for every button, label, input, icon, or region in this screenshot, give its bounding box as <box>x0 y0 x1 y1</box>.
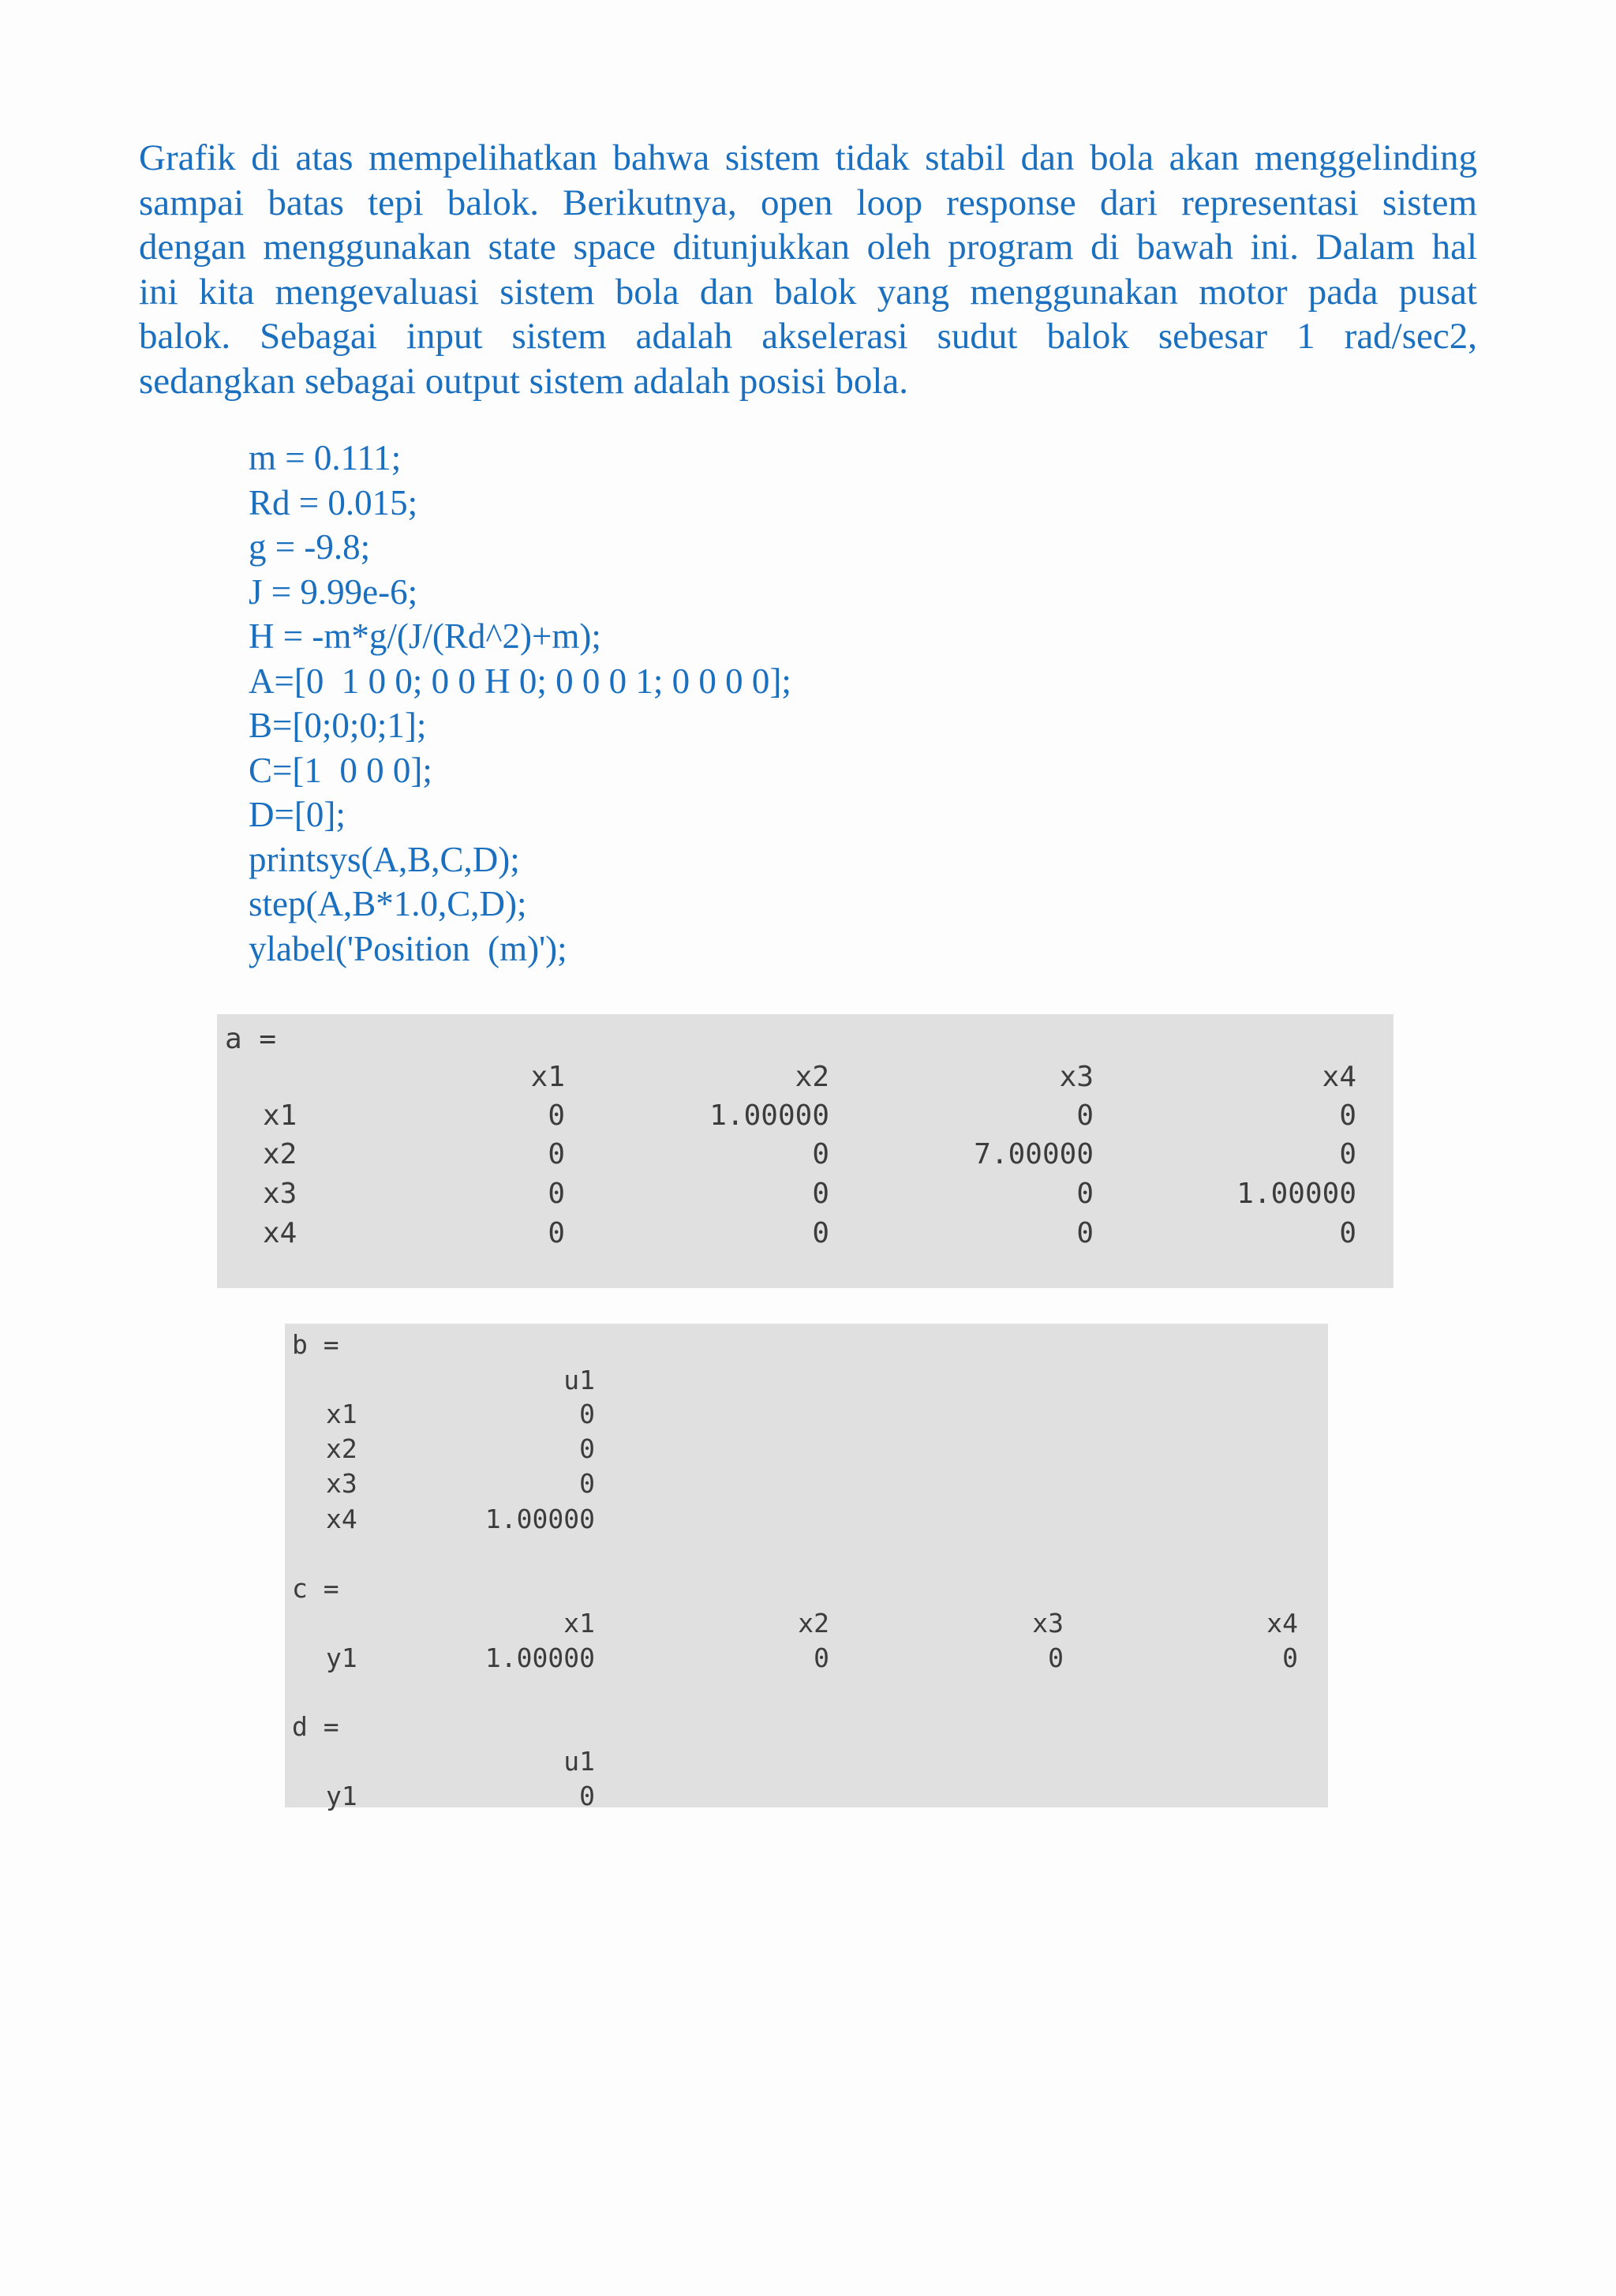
matrix-a-row-label: x3 <box>263 1178 297 1210</box>
matrix-a-cell: 0 <box>812 1178 829 1210</box>
matrix-a-row-label: x1 <box>263 1099 297 1132</box>
matrix-a-cell: 0 <box>1339 1138 1356 1170</box>
matrix-a-cell: 0 <box>1339 1099 1356 1132</box>
paragraph-line: Grafik di atas mempelihatkan bahwa sistem tidak stabil dan bola akan menggelinding <box>139 137 1477 178</box>
matrix-d-label: d = <box>292 1711 339 1742</box>
code-line: m = 0.111; <box>249 438 402 478</box>
matrix-b-label: b = <box>292 1329 339 1360</box>
paragraph-line: balok. Sebagai input sistem adalah akselerasi sudut balok sebesar 1 rad/sec2, <box>139 316 1477 357</box>
matrix-a-cell: 0 <box>548 1178 565 1210</box>
matrix-c-cell: 1.00000 <box>484 1642 595 1673</box>
matrix-c-col-header: x1 <box>563 1608 595 1639</box>
matrix-c-cell: 0 <box>1282 1642 1298 1673</box>
body-paragraph <box>139 136 1477 403</box>
code-line: step(A,B*1.0,C,D); <box>249 884 527 923</box>
matrix-c-cell: 0 <box>1048 1642 1064 1673</box>
matrix-a-cell: 0 <box>1076 1217 1094 1249</box>
matrix-a-output <box>217 1014 1393 1288</box>
matrix-b-cell: 0 <box>579 1468 595 1499</box>
matrix-a-cell: 0 <box>812 1138 829 1170</box>
matrix-a-col-header: x4 <box>1322 1061 1356 1093</box>
code-line: D=[0]; <box>249 795 346 834</box>
matrix-d-col-header: u1 <box>563 1746 595 1777</box>
matrix-a-col-header: x1 <box>530 1061 565 1093</box>
code-listing <box>249 436 791 971</box>
code-line: printsys(A,B,C,D); <box>249 839 520 879</box>
code-line: ylabel('Position (m)'); <box>249 928 567 968</box>
matrix-b-cell: 1.00000 <box>484 1504 595 1534</box>
code-line: Rd = 0.015; <box>249 482 418 522</box>
matrix-a-cell: 7.00000 <box>974 1138 1094 1170</box>
code-line: J = 9.99e-6; <box>249 571 418 612</box>
matrix-d-cell: 0 <box>579 1781 595 1811</box>
matrix-a-cell: 1.00000 <box>1236 1178 1356 1210</box>
matrix-b-cell: 0 <box>579 1399 595 1429</box>
code-line: B=[0;0;0;1]; <box>249 706 427 745</box>
matrix-a-cell: 0 <box>548 1099 565 1132</box>
matrix-c-label: c = <box>292 1573 339 1604</box>
matrix-b-row-label: x2 <box>326 1433 357 1464</box>
matrix-a-cell: 0 <box>1076 1099 1094 1132</box>
paragraph-line: sedangkan sebagai output sistem adalah posisi bola. <box>139 360 909 402</box>
matrix-b-row-label: x4 <box>326 1504 357 1534</box>
matrix-bcd-output <box>285 1324 1328 1811</box>
matrix-c-cell: 0 <box>814 1642 829 1673</box>
matrix-c-col-header: x3 <box>1032 1608 1064 1639</box>
matrix-b-row-label: x3 <box>326 1468 357 1499</box>
matrix-a-cell: 0 <box>1076 1178 1094 1210</box>
matrix-a-cell: 1.00000 <box>709 1099 829 1132</box>
paragraph-line: sampai batas tepi balok. Berikutnya, open loop response dari representasi sistem <box>139 182 1477 223</box>
matrix-c-row-label: y1 <box>326 1642 357 1673</box>
matrix-b-row-label: x1 <box>326 1399 357 1429</box>
code-line: C=[1 0 0 0]; <box>249 750 432 790</box>
matrix-a-cell: 0 <box>548 1217 565 1249</box>
matrix-a-cell: 0 <box>1339 1217 1356 1249</box>
matrix-a-cell: 0 <box>812 1217 829 1249</box>
code-line: H = -m*g/(J/(Rd^2)+m); <box>249 616 601 656</box>
matrix-b-cell: 0 <box>579 1433 595 1464</box>
code-line: g = -9.8; <box>249 527 371 567</box>
paragraph-line: dengan menggunakan state space ditunjukkan oleh program di bawah ini. Dalam hal <box>139 227 1477 268</box>
matrix-a-row-label: x2 <box>263 1138 297 1170</box>
code-line: A=[0 1 0 0; 0 0 H 0; 0 0 0 1; 0 0 0 0]; <box>249 661 791 701</box>
matrix-a-label: a = <box>225 1023 277 1055</box>
matrix-c-col-header: x4 <box>1266 1608 1298 1639</box>
paragraph-line: ini kita mengevaluasi sistem bola dan balok yang menggunakan motor pada pusat <box>139 271 1477 313</box>
matrix-a-row-label: x4 <box>263 1217 297 1249</box>
matrix-a-cell: 0 <box>548 1138 565 1170</box>
matrix-b-col-header: u1 <box>563 1365 595 1395</box>
matrix-a-col-header: x3 <box>1059 1061 1094 1093</box>
matrix-c-col-header: x2 <box>798 1608 829 1639</box>
matrix-a-col-header: x2 <box>795 1061 829 1093</box>
matrix-d-row-label: y1 <box>326 1781 357 1811</box>
